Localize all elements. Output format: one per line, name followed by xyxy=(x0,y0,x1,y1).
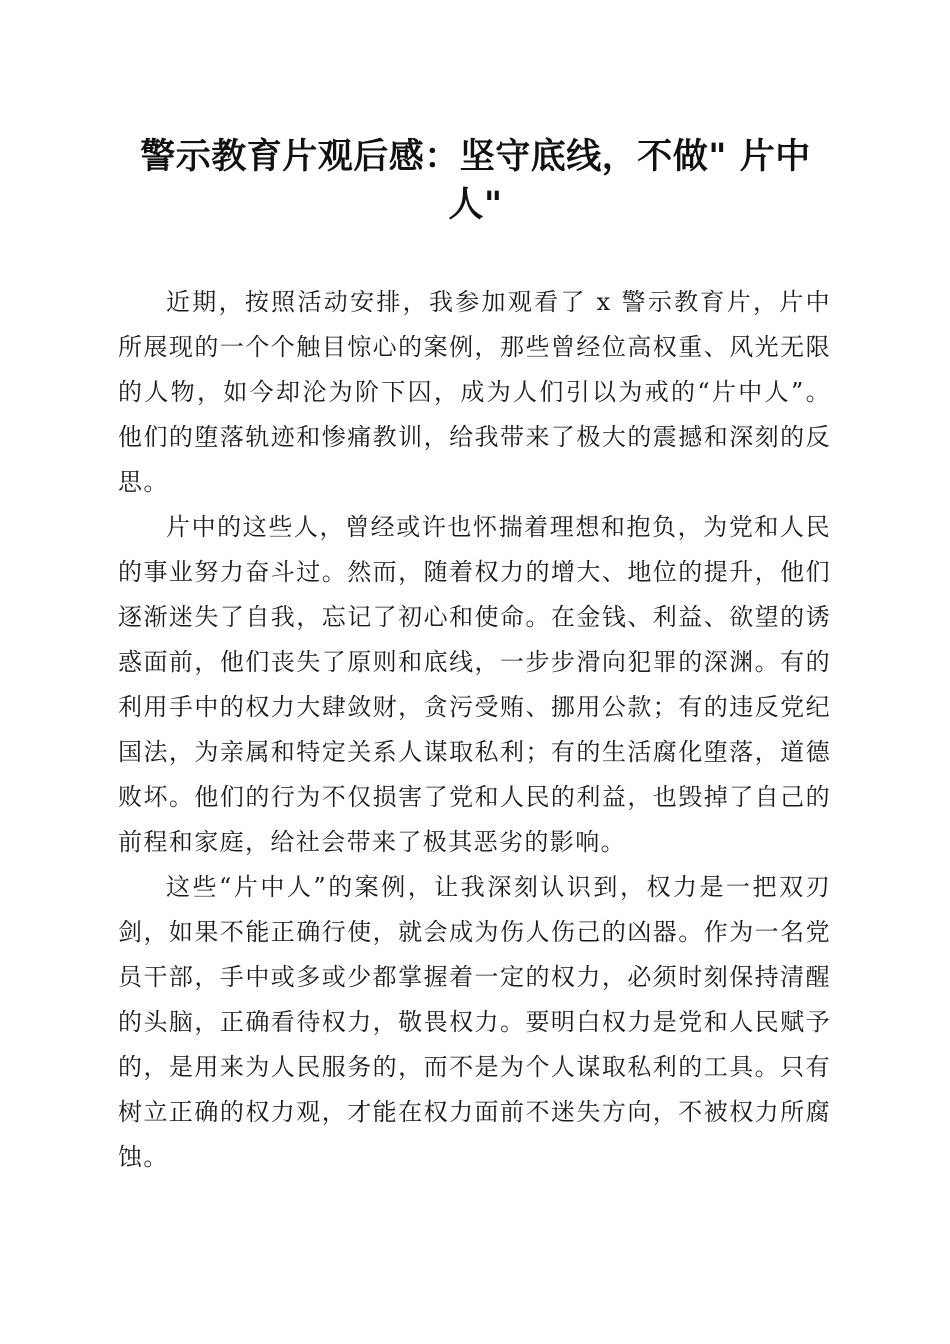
paragraph-1: 近期，按照活动安排，我参加观看了 x 警示教育片，片中所展现的一个个触目惊心的案例，那些曾经位高权重、风光无限的人物，如今却沦为阶下囚，成为人们引以为戒的“片中人”。他们的堕落轨迹和惨痛教训，给我带来了极大的震撼和深刻的反思。 xyxy=(118,288,831,496)
document-title: 警示教育片观后感：坚守底线，不做" 片中人" xyxy=(140,137,811,225)
paragraph-2: 片中的这些人，曾经或许也怀揣着理想和抱负，为党和人民的事业努力奋斗过。然而，随着权力的增大、地位的提升，他们逐渐迷失了自我，忘记了初心和使命。在金钱、利益、欲望的诱惑面前，他们丧失了原则和底线，一步步滑向犯罪的深渊。有的利用手中的权力大肆敛财，贪污受贿、挪用公款；有的违反党纪国法，为亲属和特定关系人谋取私利；有的生活腐化堕落，道德败坏。他们的行为不仅损害了党和人民的利益，也毁掉了自己的前程和家庭，给社会带来了极其恶劣的影响。 xyxy=(118,513,831,856)
document-body xyxy=(118,280,831,1180)
paragraph-3: 这些“片中人”的案例，让我深刻认识到，权力是一把双刃剑，如果不能正确行使，就会成为伤人伤己的凶器。作为一名党员干部，手中或多或少都掌握着一定的权力，必须时刻保持清醒的头脑，正确看待权力，敬畏权力。要明白权力是党和人民赋予的，是用来为人民服务的，而不是为个人谋取私利的工具。只有树立正确的权力观，才能在权力面前不迷失方向，不被权力所腐蚀。 xyxy=(118,873,831,1171)
